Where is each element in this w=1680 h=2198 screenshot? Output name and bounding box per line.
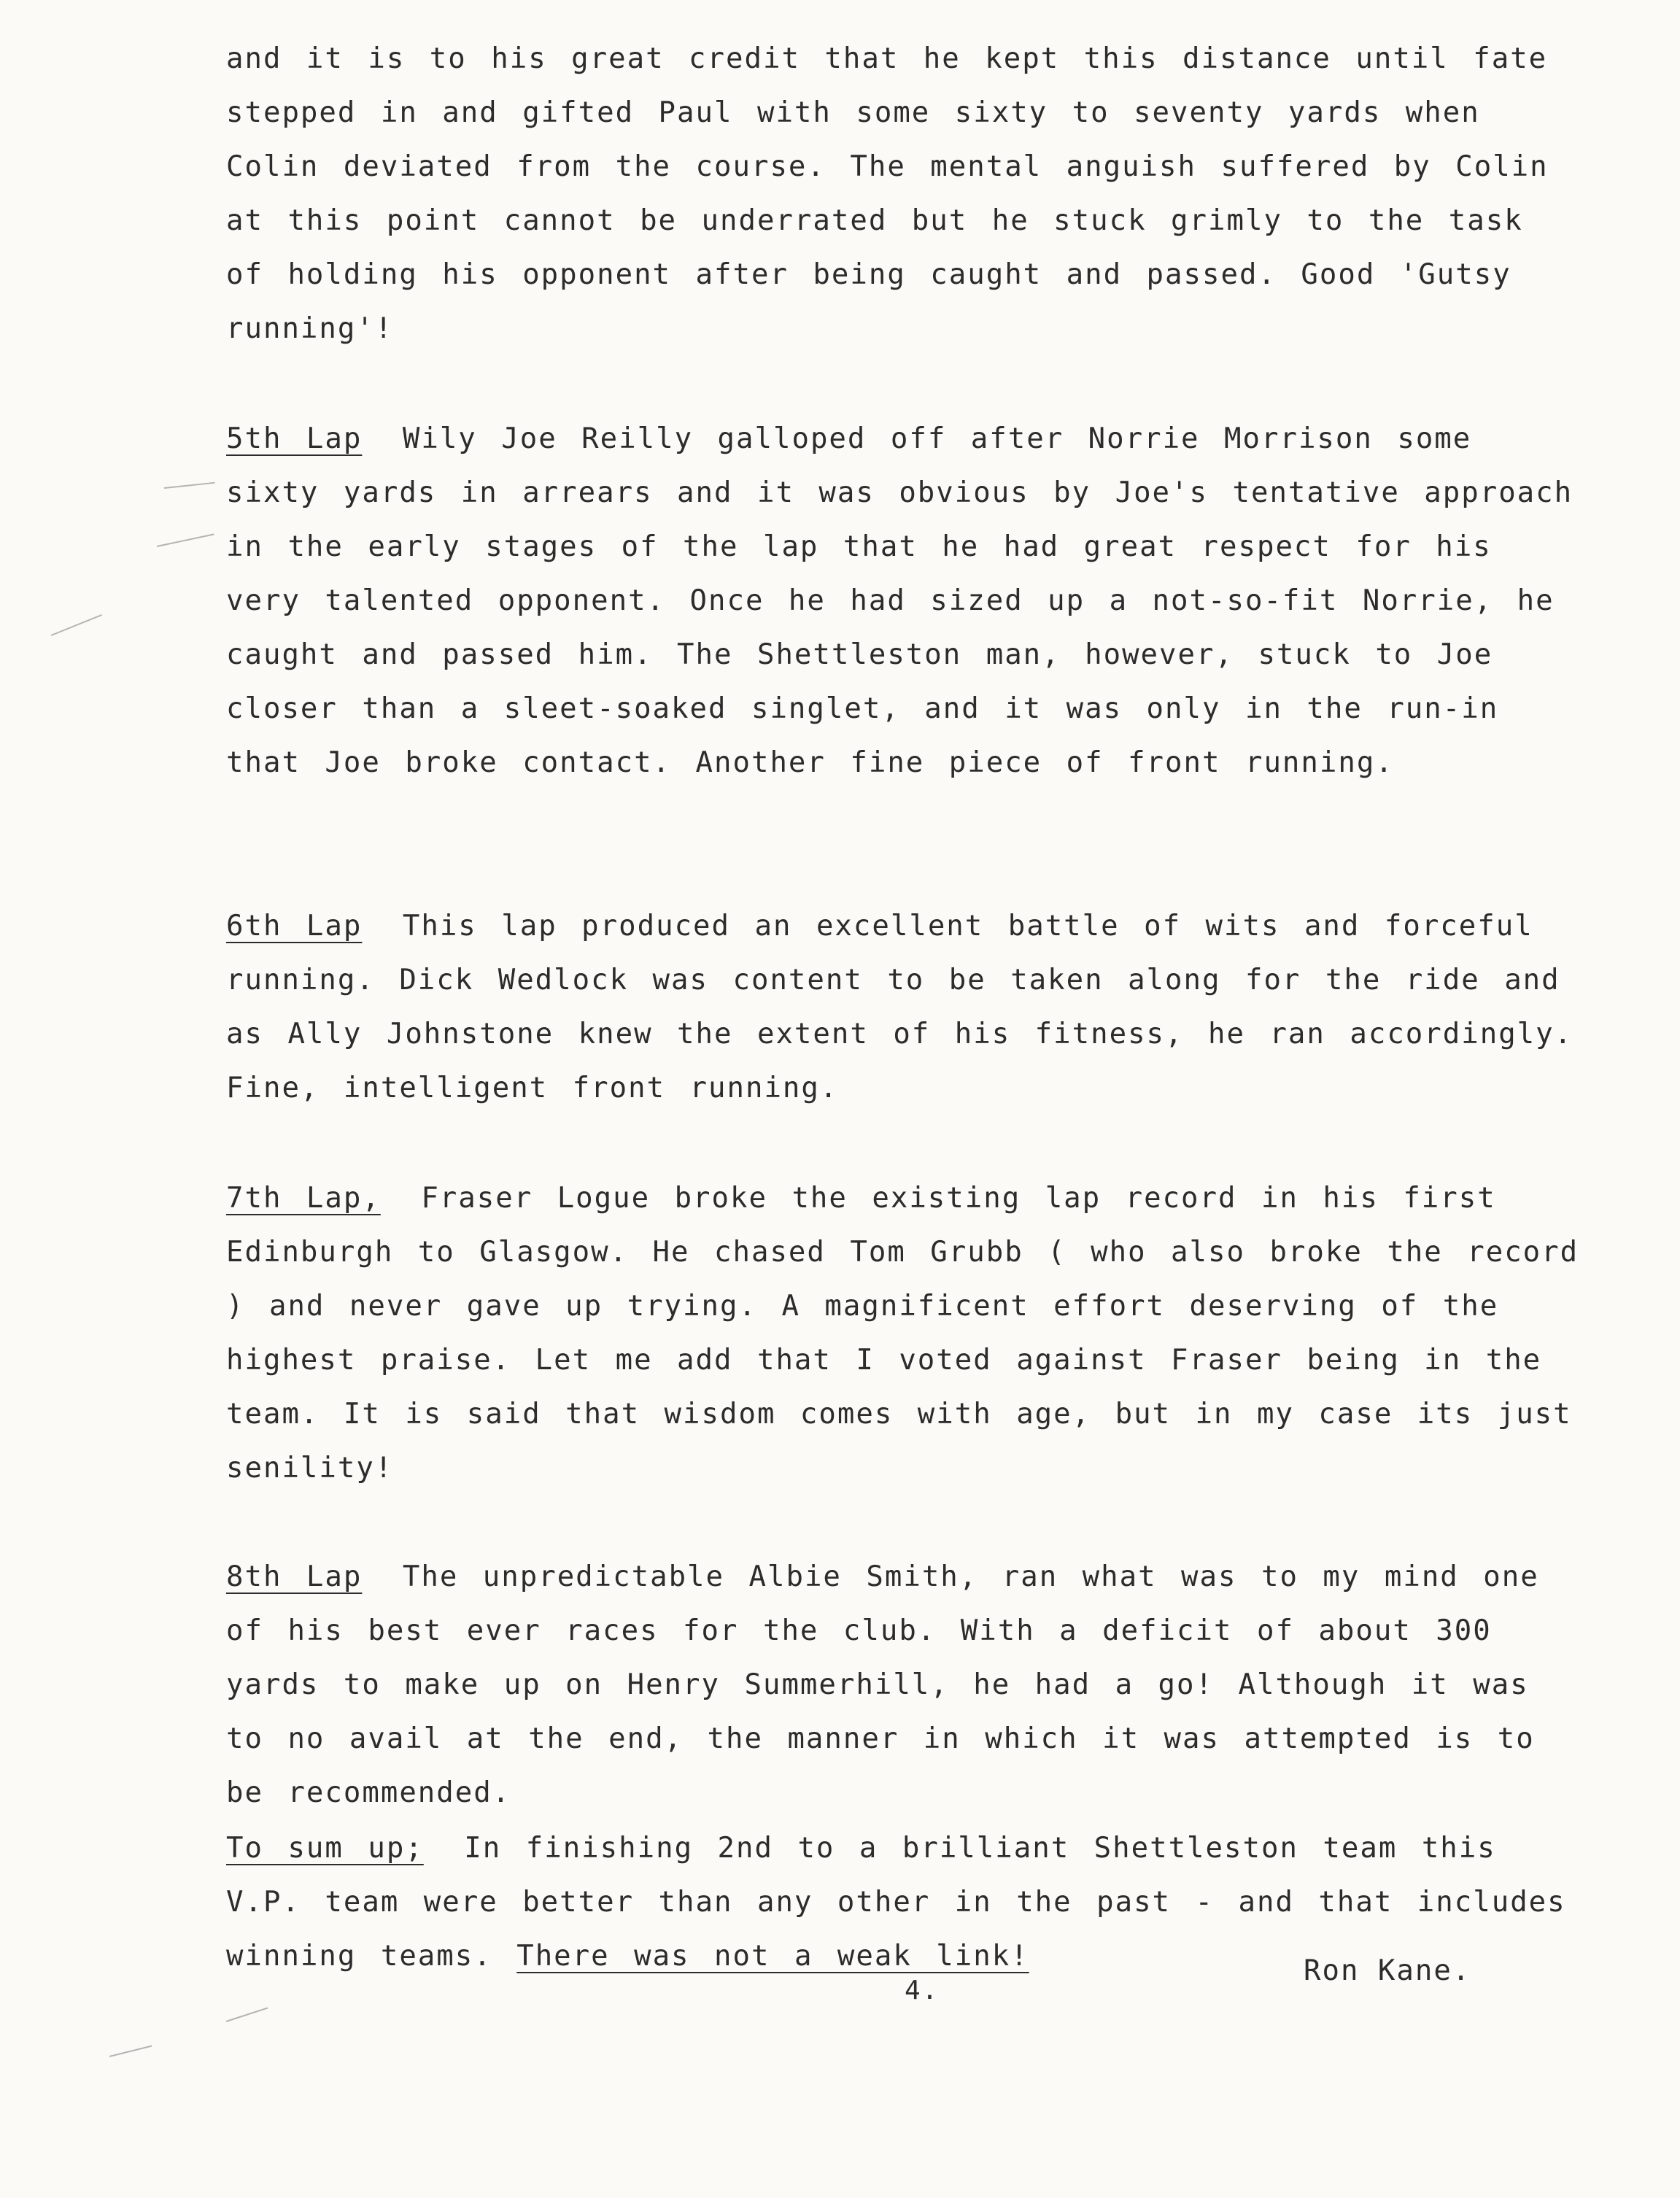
page-number: 4. <box>905 1976 940 2005</box>
paragraph-text: Fraser Logue broke the existing lap record in his first Edinburgh to Glasgow. He chased Tom Grubb ( who also broke the record ) and never gave up trying. A magnificent effort deserving of the highest praise. Let me add that I voted against Fraser being in the team. It is said that wisdom comes with age, but in my case its just senility! <box>226 1182 1579 1485</box>
author-signature: Ron Kane. <box>1304 1954 1471 1987</box>
scan-mark <box>164 482 215 489</box>
paragraph-lap-8 <box>226 1550 1583 1820</box>
scan-mark <box>51 614 102 636</box>
paragraph-text: and it is to his great credit that he kept this distance until fate stepped in and gifted Paul with some sixty to seventy yards when Colin deviated from the course. The mental anguish suffered by Colin at this point cannot be underrated but he stuck grimly to the task of holding his opponent after being caught and passed. Good 'Gutsy running'! <box>226 42 1549 345</box>
scan-mark <box>109 2046 152 2057</box>
lap-label: 7th Lap, <box>226 1182 381 1215</box>
summary-label: To sum up; <box>226 1832 424 1865</box>
paragraph-lap-5 <box>226 412 1583 790</box>
paragraph-lap-7 <box>226 1172 1583 1495</box>
paragraph-text: The unpredictable Albie Smith, ran what was to my mind one of his best ever races for the club. With a deficit of about 300 yards to make up on Henry Summerhill, he had a go! Although it was to no avail at the end, the manner in which it was attempted is to be recommended. <box>226 1560 1539 1809</box>
scan-mark <box>226 2008 268 2022</box>
lap-label: 6th Lap <box>226 910 363 943</box>
lap-label: 8th Lap <box>226 1560 363 1593</box>
paragraph-lap-6 <box>226 899 1583 1115</box>
paragraph-continuation <box>226 32 1583 356</box>
paragraph-text: This lap produced an excellent battle of wits and forceful running. Dick Wedlock was content to be taken along for the ride and as Ally Johnstone knew the extent of his fitness, he ran accordingly. Fine, intelligent front running. <box>226 910 1573 1104</box>
lap-label: 5th Lap <box>226 422 363 455</box>
paragraph-text: Wily Joe Reilly galloped off after Norrie Morrison some sixty yards in arrears and it was obvious by Joe's tentative approach in the early stages of the lap that he had great respect for his very talented opponent. Once he had sized up a not-so-fit Norrie, he caught and passed him. The Shettleston man, however, stuck to Joe closer than a sleet-soaked singlet, and it was only in the run-in that Joe broke contact. Another fine piece of front running. <box>226 422 1573 779</box>
summary-emphasis: There was not a weak link! <box>516 1940 1029 1973</box>
summary-text: In finishing 2nd to a brilliant Shettleston team this V.P. team were better than any other in the past - and that includes winning teams. <box>226 1832 1566 1973</box>
scan-mark <box>157 533 214 547</box>
